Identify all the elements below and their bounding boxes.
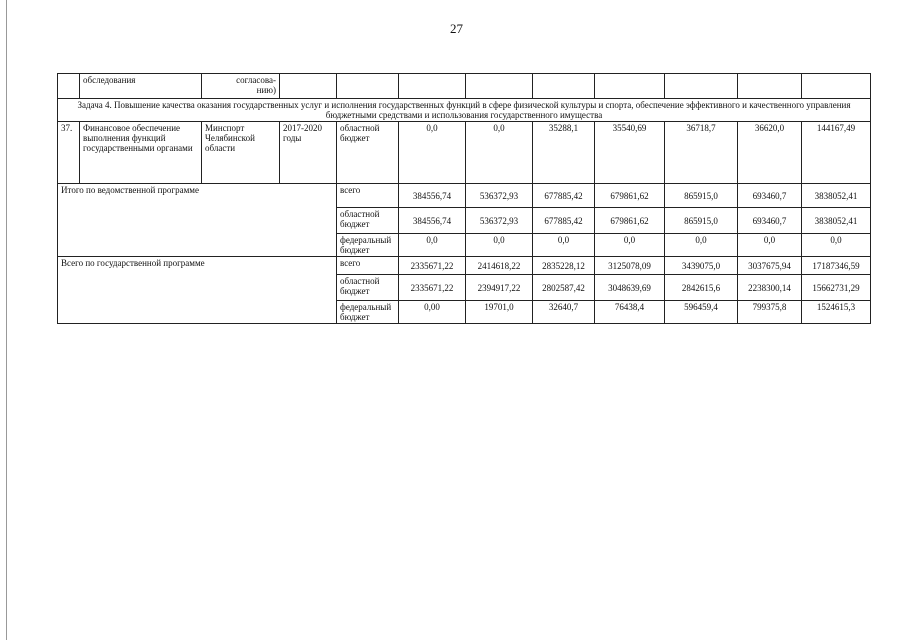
scan-edge-line (6, 0, 7, 640)
itogo-label: Итого по ведомственной программе (58, 184, 337, 257)
value-cell: 2835228,12 (533, 257, 595, 275)
vsego-label: Всего по государственной программе (58, 257, 337, 324)
funding-source: всего (337, 184, 399, 208)
period: 2017-2020 годы (280, 122, 337, 184)
value-cell: 384556,74 (399, 208, 466, 234)
cell-text: обследования (80, 74, 202, 99)
value-cell: 3125078,09 (595, 257, 665, 275)
value-cell: 0,0 (738, 234, 802, 257)
value-cell: 2414618,22 (466, 257, 533, 275)
value-cell: 2394917,22 (466, 275, 533, 301)
value-cell: 677885,42 (533, 184, 595, 208)
funding-source: областной бюджет (337, 122, 399, 184)
table-row (58, 99, 871, 122)
funding-source: федеральный бюджет (337, 234, 399, 257)
value-cell: 2238300,14 (738, 275, 802, 301)
value-cell: 3048639,69 (595, 275, 665, 301)
value-cell: 677885,42 (533, 208, 595, 234)
value-cell: 799375,8 (738, 301, 802, 324)
activity-name: Финансовое обеспечение выполнения функций государственными органами (80, 122, 202, 184)
funding-source: федеральный бюджет (337, 301, 399, 324)
funding-source: областной бюджет (337, 275, 399, 301)
executor: Минспорт Челябинской области (202, 122, 280, 184)
value-cell: 2842615,6 (665, 275, 738, 301)
value-cell: 144167,49 (802, 122, 871, 184)
budget-table (57, 73, 871, 324)
table-row (58, 74, 871, 99)
value-cell: 679861,62 (595, 208, 665, 234)
value-cell: 596459,4 (665, 301, 738, 324)
task-heading: Задача 4. Повышение качества оказания государственных услуг и исполнения государственных функций в сфере физической культуры и спорта, обеспечение эффективного и качественного управления бюджетными средствами и использования государственного имущества (58, 99, 871, 122)
value-cell: 0,0 (466, 122, 533, 184)
value-cell: 35288,1 (533, 122, 595, 184)
value-cell: 693460,7 (738, 184, 802, 208)
table-row (58, 122, 871, 184)
value-cell: 3037675,94 (738, 257, 802, 275)
value-cell: 36718,7 (665, 122, 738, 184)
value-cell: 0,0 (802, 234, 871, 257)
value-cell: 15662731,29 (802, 275, 871, 301)
value-cell: 865915,0 (665, 208, 738, 234)
value-cell: 76438,4 (595, 301, 665, 324)
page-number: 27 (450, 21, 463, 36)
value-cell: 3439075,0 (665, 257, 738, 275)
value-cell: 0,0 (533, 234, 595, 257)
row-number: 37. (58, 122, 80, 184)
cell-text: согласова- нию) (202, 74, 280, 99)
value-cell: 2335671,22 (399, 257, 466, 275)
value-cell: 0,0 (399, 234, 466, 257)
value-cell: 679861,62 (595, 184, 665, 208)
value-cell: 0,0 (665, 234, 738, 257)
table-row (58, 184, 871, 208)
funding-source: областной бюджет (337, 208, 399, 234)
value-cell: 35540,69 (595, 122, 665, 184)
value-cell: 0,0 (466, 234, 533, 257)
value-cell: 3838052,41 (802, 184, 871, 208)
value-cell: 384556,74 (399, 184, 466, 208)
value-cell: 36620,0 (738, 122, 802, 184)
value-cell: 693460,7 (738, 208, 802, 234)
value-cell: 536372,93 (466, 208, 533, 234)
value-cell: 3838052,41 (802, 208, 871, 234)
table-row (58, 257, 871, 275)
value-cell: 536372,93 (466, 184, 533, 208)
value-cell: 17187346,59 (802, 257, 871, 275)
value-cell: 0,00 (399, 301, 466, 324)
value-cell: 2802587,42 (533, 275, 595, 301)
value-cell: 19701,0 (466, 301, 533, 324)
funding-source: всего (337, 257, 399, 275)
value-cell: 2335671,22 (399, 275, 466, 301)
value-cell: 865915,0 (665, 184, 738, 208)
value-cell: 0,0 (399, 122, 466, 184)
value-cell: 32640,7 (533, 301, 595, 324)
value-cell: 0,0 (595, 234, 665, 257)
value-cell: 1524615,3 (802, 301, 871, 324)
